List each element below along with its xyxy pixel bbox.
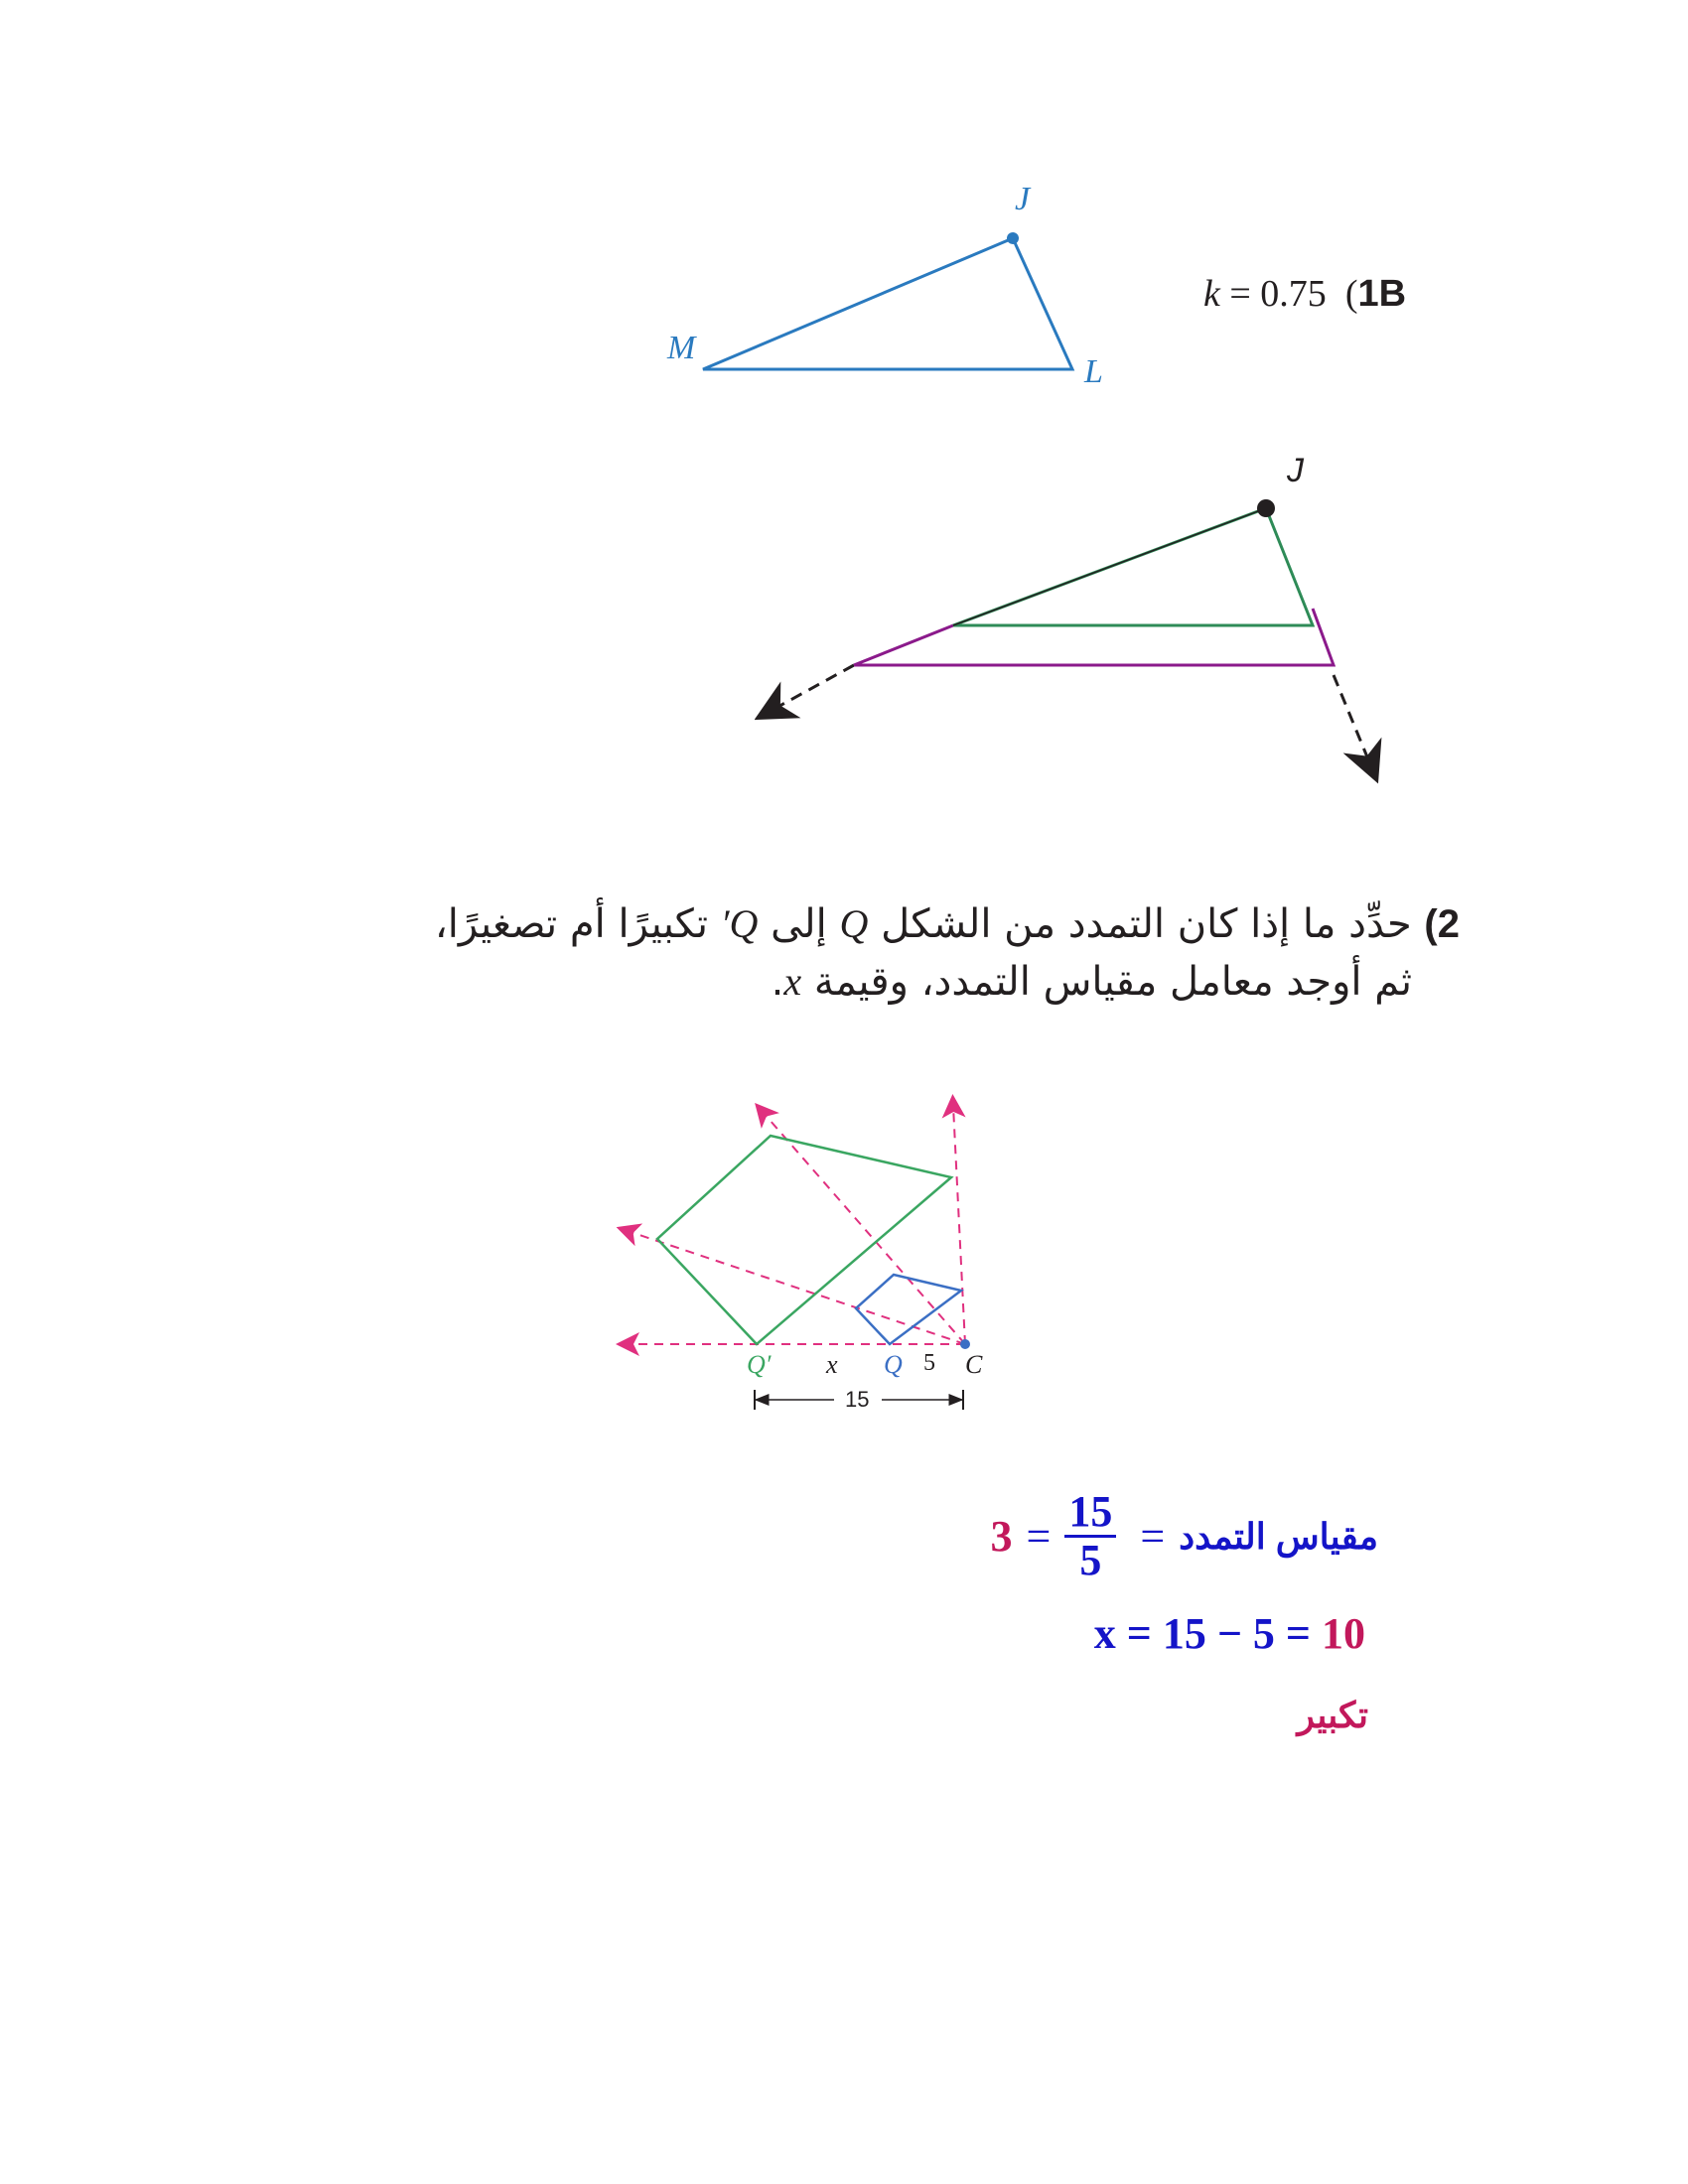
solution-scale-line	[990, 1489, 1378, 1583]
ray-left	[773, 665, 854, 710]
label-fifteen: 15	[842, 1387, 872, 1413]
figure-triangle-mjl	[645, 179, 1142, 397]
q-text-3: تكبيرًا أم تصغيرًا،	[434, 901, 709, 947]
scale-label: مقياس التمدد	[1179, 1515, 1378, 1557]
q-var-x: x	[783, 959, 802, 1004]
label-j-2: J	[1287, 452, 1304, 489]
q-var-q: Q	[839, 901, 869, 946]
q-text-2: إلى	[771, 901, 827, 947]
fraction-numerator: 15	[1064, 1489, 1116, 1538]
q-text-1: حدِّد ما إذا كان التمدد من الشكل	[881, 901, 1412, 947]
question-2	[367, 895, 1460, 1011]
question-line-2	[367, 953, 1460, 1011]
point-j-center	[1257, 499, 1275, 517]
label-five: 5	[923, 1350, 935, 1376]
ray-overlay	[953, 508, 1266, 625]
center-c	[960, 1339, 970, 1349]
equals-1: =	[1140, 1512, 1166, 1562]
solution-x-line	[1094, 1608, 1365, 1659]
paren: (	[1336, 273, 1358, 315]
x-result: 10	[1322, 1609, 1365, 1658]
scale-result: 3	[990, 1512, 1013, 1562]
preimage-triangle	[953, 508, 1313, 625]
label-x: x	[826, 1350, 838, 1379]
x-line-prefix: x = 15 − 5 =	[1093, 1609, 1311, 1658]
triangle-mjl	[703, 238, 1072, 369]
point-j	[1007, 232, 1019, 244]
image-side-left	[854, 625, 953, 665]
fraction	[1064, 1489, 1116, 1583]
fraction-denominator: 5	[1079, 1536, 1102, 1585]
figure-dilation-sketch	[755, 467, 1390, 794]
image-quadrilateral	[657, 1136, 951, 1344]
figure-dilation-center-c	[596, 1092, 1013, 1430]
preimage-quadrilateral	[856, 1275, 961, 1344]
solution-conclusion: تكبير	[1297, 1695, 1368, 1735]
label-c: C	[965, 1350, 983, 1379]
label-l: L	[1084, 353, 1103, 390]
answer-label-1b: 1B	[1357, 273, 1407, 315]
ray-c-left	[628, 1231, 965, 1344]
q-var-qprime: Q′	[720, 901, 759, 946]
k-equation	[1203, 272, 1406, 316]
ray-right	[1334, 675, 1370, 764]
q-text-4: ثم أوجد معامل مقياس التمدد، وقيمة	[813, 959, 1412, 1005]
q-period: .	[771, 959, 784, 1005]
equals-2: =	[1026, 1512, 1052, 1562]
label-q: Q	[884, 1350, 903, 1379]
question-number: 2)	[1424, 902, 1460, 946]
k-value: = 0.75	[1229, 273, 1327, 315]
label-m: M	[667, 330, 696, 366]
label-j: J	[1015, 181, 1031, 217]
label-q-prime: Q′	[747, 1350, 772, 1379]
question-line-1	[367, 895, 1460, 953]
ray-c-up	[953, 1106, 965, 1344]
k-symbol: k	[1203, 273, 1220, 315]
